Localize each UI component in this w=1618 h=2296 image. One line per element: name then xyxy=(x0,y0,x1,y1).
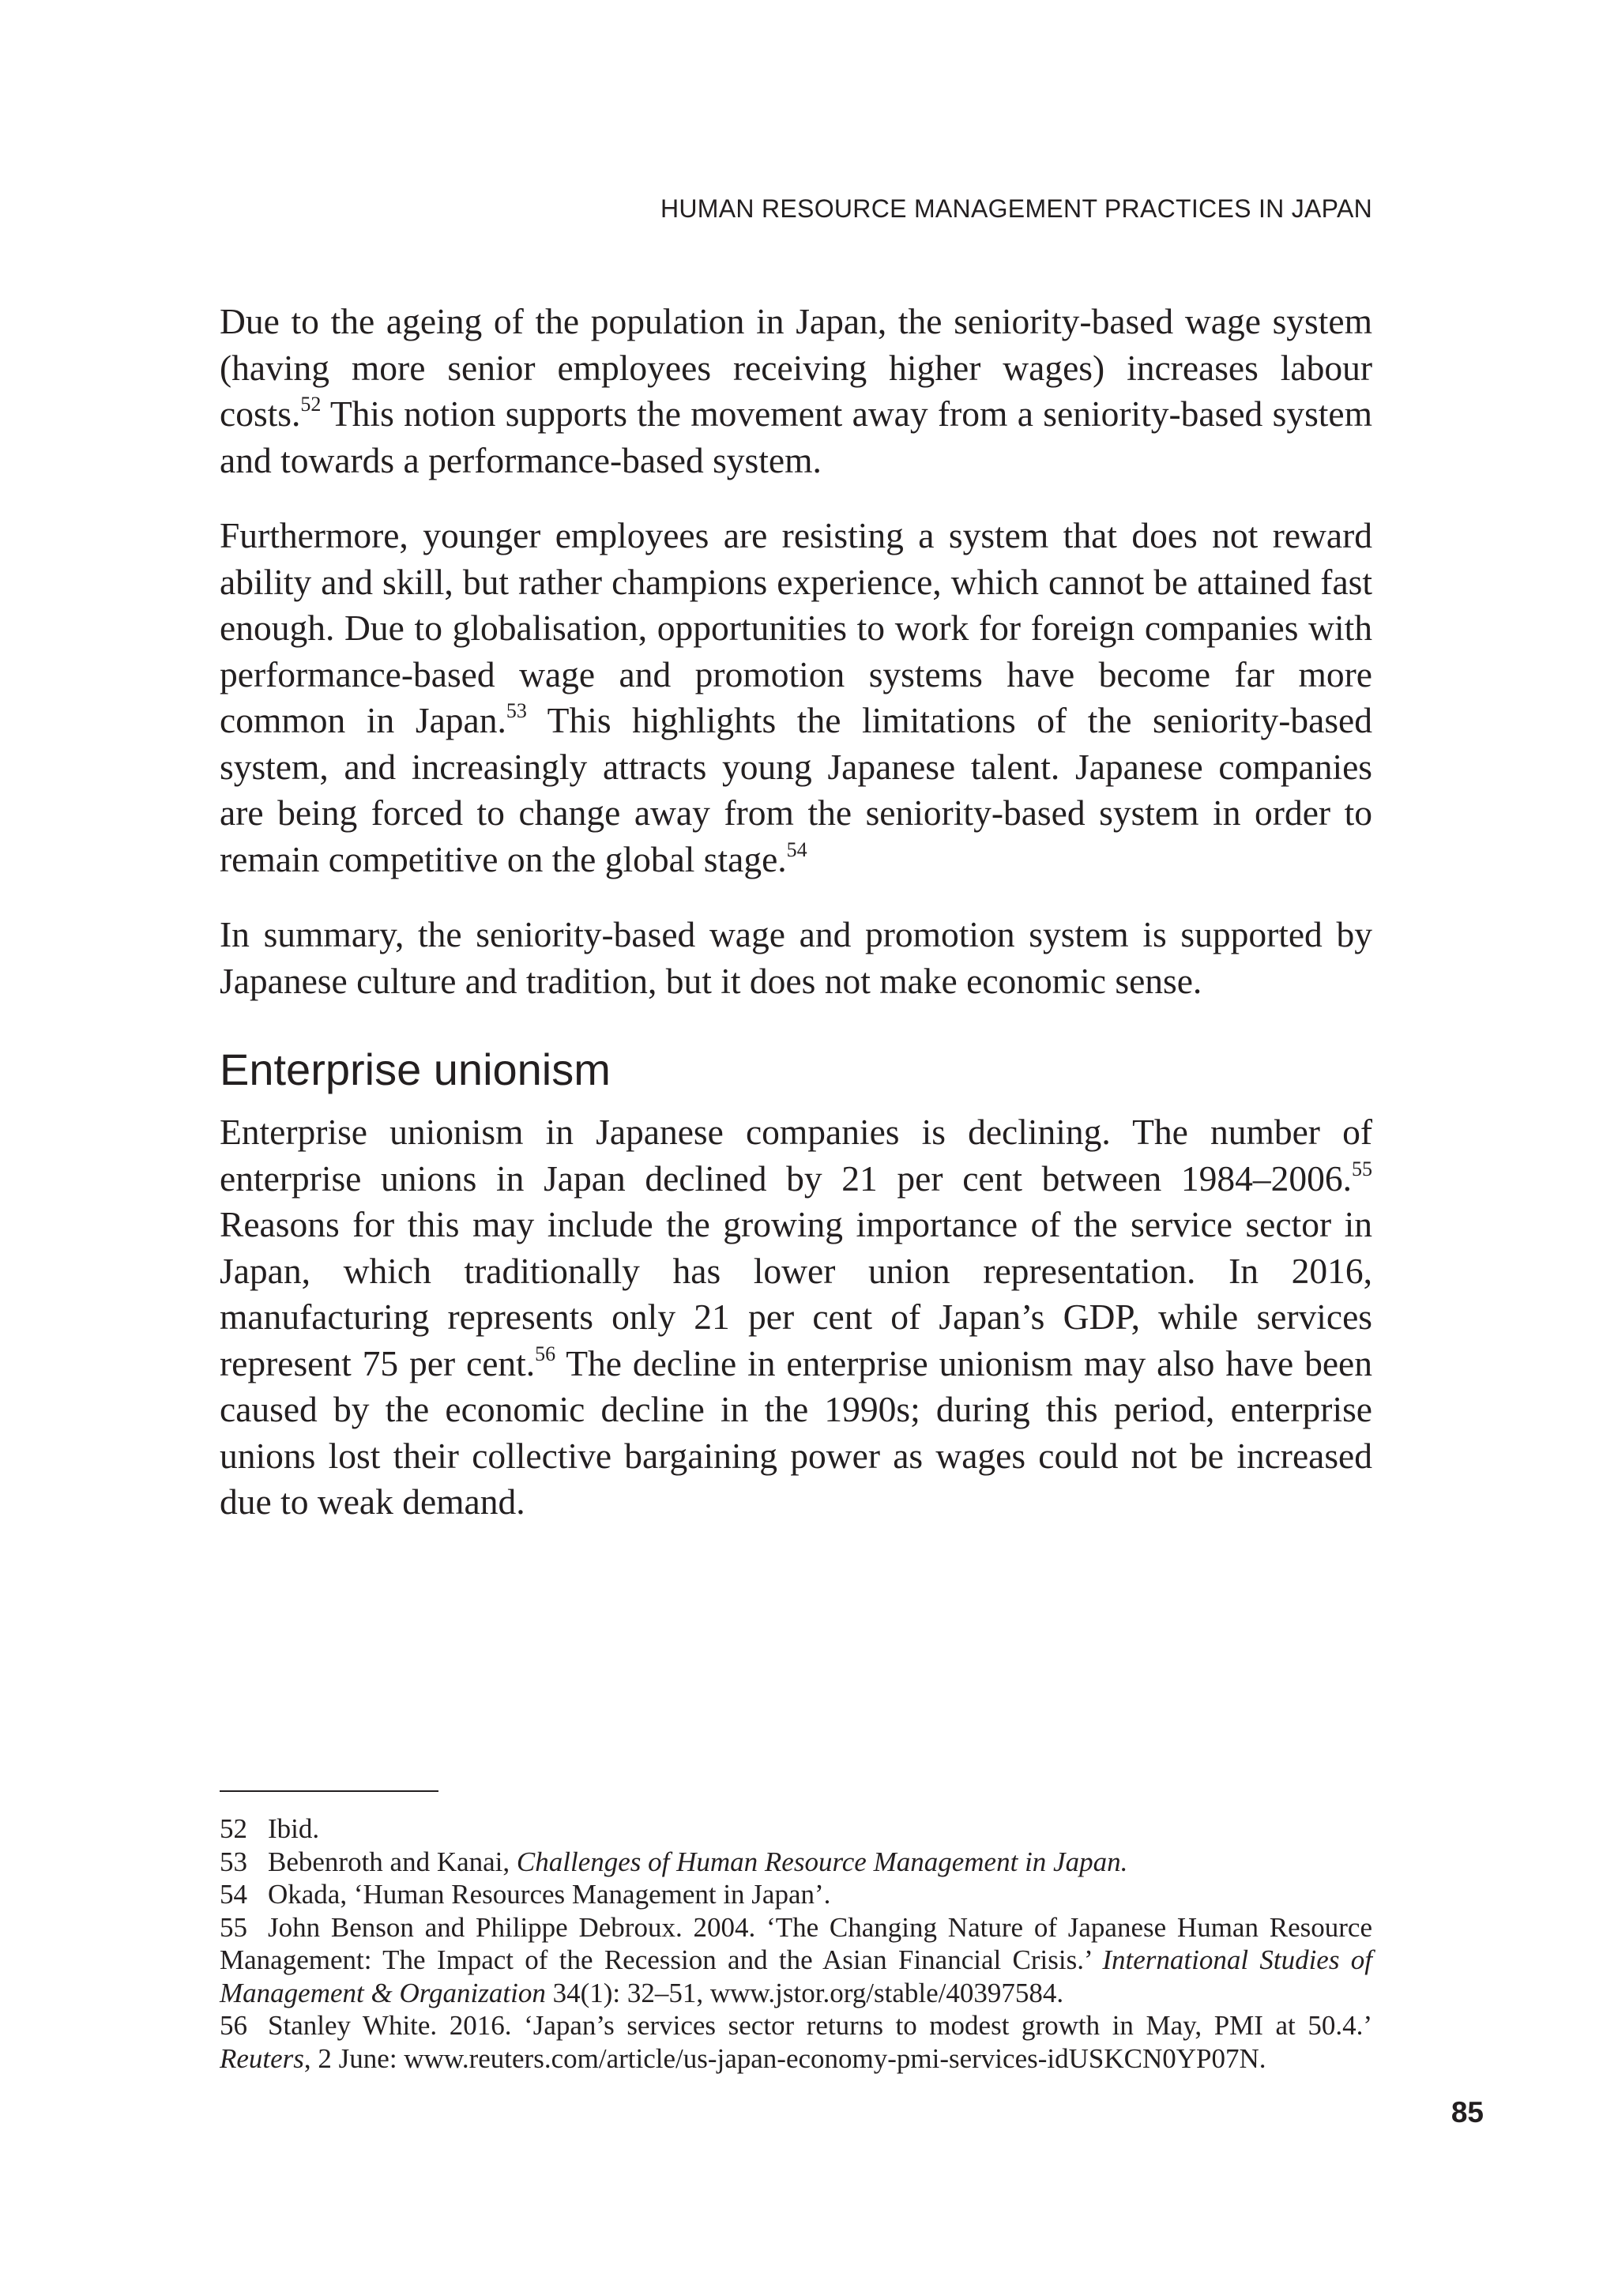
body-text xyxy=(220,299,1372,1555)
footnotes xyxy=(220,1812,1372,2075)
footnote-55: 55 John Benson and Philippe Debroux. 2004. ‘The Changing Nature of Japanese Human Resource Management: The Impact of the Recession and the Asian Financial Crisis.’ International Studies of Management & Organization 34(1): 32–51, www.jstor.org/stable/40397584. xyxy=(220,1911,1372,2008)
paragraph-1: Due to the ageing of the population in Japan, the seniority-based wage system (having more senior employees receiving higher wages) increases labour costs.$^{52}$ This notion supports the movement away from a seniority-based system and towards a performance-based system. xyxy=(220,301,1372,480)
footnote-52: 52 Ibid. xyxy=(220,1813,320,1844)
section-paragraph: Enterprise unionism in Japanese companies is declining. The number of enterprise unions in Japan declined by 21 per cent between 1984–2006.55 Reasons for this may include the growing importance of the service sector in Japan, which traditionally has lower union representation. In 2016, manufacturing represents only 21 per cent of Japan’s GDP, while services represent 75 per cent.$^{56}$ The decline in enterprise unionism may also have been caused by the economic decline in the 1990s; during this period, enterprise unions lost their collective bargaining power as wages could not be increased due to weak demand. xyxy=(220,1112,1372,1522)
footnote-56: 56 Stanley White. 2016. ‘Japan’s services sector returns to modest growth in May, PMI at 50.4.’ Reuters, 2 June: www.reuters.com/article/us-japan-economy-pmi-services-idUSKCN0YP07N. xyxy=(220,2010,1372,2074)
paragraph-3: In summary, the seniority-based wage and promotion system is supported by Japanese culture and tradition, but it does not make economic sense. xyxy=(220,914,1372,1001)
footnote-divider xyxy=(220,1790,438,1792)
section-heading: Enterprise unionism xyxy=(220,1044,611,1094)
footnote-ref-56: 56 xyxy=(535,1342,556,1365)
footnote-ref-54: 54 xyxy=(786,837,807,861)
footnote-53: 53 Bebenroth and Kanai, Challenges of Human Resource Management in Japan. xyxy=(220,1846,1128,1877)
footnote-ref-52: 52 xyxy=(300,393,322,416)
footnote-ref-55: 55 xyxy=(1352,1157,1372,1180)
footnote-ref-53: 53 xyxy=(506,699,527,722)
page-number: 85 xyxy=(1451,2096,1484,2129)
footnote-54: 54 Okada, ‘Human Resources Management in Japan’. xyxy=(220,1879,831,1910)
running-header: HUMAN RESOURCE MANAGEMENT PRACTICES IN JAPAN xyxy=(660,194,1372,223)
paragraph-2: Furthermore, younger employees are resisting a system that does not reward ability and skill, but rather champions experience, which cannot be attained fast enough. Due to globalisation, opportunities to work for foreign companies with performance-based wage and promotion systems have become far more common in Japan.$^{53}$ This highlights the limitations of the seniority-based system, and increasingly attracts young Japanese talent. Japanese companies are being forced to change away from the seniority-based system in order to remain competitive on the global stage.$^{54}$ xyxy=(220,515,1372,879)
